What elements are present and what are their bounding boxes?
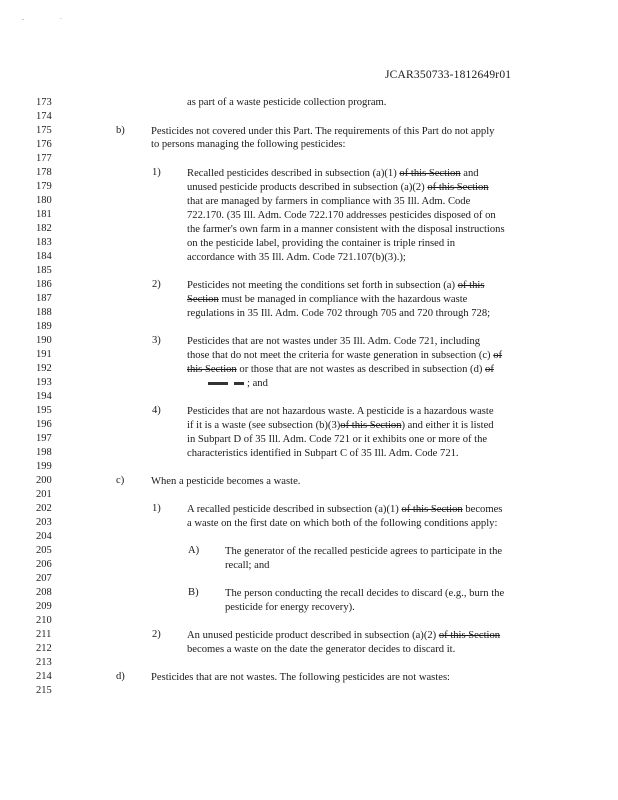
text-line: The person conducting the recall decides to discard (e.g., burn the bbox=[225, 588, 505, 599]
scan-smudge bbox=[234, 382, 244, 385]
struck-text: of this Section bbox=[340, 420, 402, 431]
line-number: 199 bbox=[36, 461, 52, 472]
label-b2: 2) bbox=[152, 279, 161, 290]
text-span: or those that are not wastes as described in subsection (d) bbox=[239, 364, 483, 375]
line-number: 205 bbox=[36, 545, 52, 556]
text-line: as part of a waste pesticide collection program. bbox=[187, 97, 387, 108]
text-line: Pesticides that are not wastes. The following pesticides are not wastes: bbox=[151, 672, 451, 683]
struck-text: of this Section bbox=[399, 168, 461, 179]
text-line: to persons managing the following pesticides: bbox=[151, 139, 346, 150]
line-number: 191 bbox=[36, 349, 52, 360]
text-span: those that do not meet the criteria for waste generation in subsection (c) bbox=[187, 350, 491, 361]
text-span: and bbox=[463, 168, 479, 179]
struck-text: of this bbox=[457, 280, 485, 291]
line-number: 207 bbox=[36, 573, 52, 584]
struck-text: of this Section bbox=[438, 630, 501, 641]
label-c1b: B) bbox=[188, 587, 199, 598]
line-number: 202 bbox=[36, 503, 52, 514]
line-number: 213 bbox=[36, 657, 52, 668]
line-number: 184 bbox=[36, 251, 52, 262]
line-number: 177 bbox=[36, 153, 52, 164]
text-line: the farmer's own farm in a manner consistent with the disposal instructions bbox=[187, 224, 505, 235]
line-number: 212 bbox=[36, 643, 52, 654]
label-c1: 1) bbox=[152, 503, 161, 514]
line-number: 194 bbox=[36, 391, 52, 402]
label-d: d) bbox=[116, 671, 125, 682]
text-span: ) and either it is listed bbox=[401, 420, 494, 431]
scan-mark: - bbox=[22, 16, 25, 23]
line-number: 174 bbox=[36, 111, 52, 122]
text-line: regulations in 35 Ill. Adm. Code 702 through 705 and 720 through 728; bbox=[187, 308, 491, 319]
text-span: ; and bbox=[247, 378, 268, 389]
document-id: JCAR350733-1812649r01 bbox=[385, 69, 512, 81]
line-number: 183 bbox=[36, 237, 52, 248]
text-span: becomes bbox=[465, 504, 503, 515]
text-line: in Subpart D of 35 Ill. Adm. Code 721 or it exhibits one or more of the bbox=[187, 434, 488, 445]
text-span: An unused pesticide product described in subsection (a)(2) bbox=[187, 630, 437, 641]
line-number: 200 bbox=[36, 475, 52, 486]
line-number: 190 bbox=[36, 335, 52, 346]
line-number: 173 bbox=[36, 97, 52, 108]
line-number: 198 bbox=[36, 447, 52, 458]
text-line: When a pesticide becomes a waste. bbox=[151, 476, 301, 487]
line-number: 214 bbox=[36, 671, 52, 682]
text-span: unused pesticide products described in subsection (a)(2) bbox=[187, 182, 425, 193]
struck-text: Section bbox=[187, 294, 219, 305]
scan-mark: · bbox=[60, 16, 62, 23]
line-number: 206 bbox=[36, 559, 52, 570]
line-number: 192 bbox=[36, 363, 52, 374]
text-line bbox=[187, 629, 500, 642]
struck-text: of bbox=[493, 350, 503, 361]
text-line bbox=[187, 503, 502, 516]
line-number: 211 bbox=[36, 629, 52, 640]
text-line: that are managed by farmers in compliance with 35 Ill. Adm. Code bbox=[187, 196, 471, 207]
text-line: Pesticides not covered under this Part. The requirements of this Part do not apply bbox=[151, 126, 495, 137]
text-line bbox=[187, 293, 467, 306]
line-number: 196 bbox=[36, 419, 52, 430]
line-number: 178 bbox=[36, 167, 52, 178]
label-b1: 1) bbox=[152, 167, 161, 178]
text-line bbox=[187, 181, 489, 194]
scan-smudge bbox=[208, 382, 228, 385]
line-number: 186 bbox=[36, 279, 52, 290]
text-line: accordance with 35 Ill. Adm. Code 721.107(b)(3).); bbox=[187, 252, 406, 263]
text-line: Pesticides that are not hazardous waste. A pesticide is a hazardous waste bbox=[187, 406, 494, 417]
text-line: characteristics identified in Subpart C of 35 Ill. Adm. Code 721. bbox=[187, 448, 459, 459]
label-c2: 2) bbox=[152, 629, 161, 640]
text-span: if it is a waste (see subsection (b)(3) bbox=[187, 420, 341, 431]
line-number: 203 bbox=[36, 517, 52, 528]
text-span: A recalled pesticide described in subsection (a)(1) bbox=[187, 504, 399, 515]
line-number: 209 bbox=[36, 601, 52, 612]
struck-text: of this Section bbox=[427, 182, 489, 193]
label-b: b) bbox=[116, 125, 125, 136]
line-number: 176 bbox=[36, 139, 52, 150]
line-number: 208 bbox=[36, 587, 52, 598]
text-line bbox=[187, 279, 484, 292]
struck-text: this Section bbox=[187, 364, 237, 375]
label-c1a: A) bbox=[188, 545, 200, 556]
text-line bbox=[187, 363, 494, 376]
line-number: 193 bbox=[36, 377, 52, 388]
line-number: 179 bbox=[36, 181, 52, 192]
text-line bbox=[187, 167, 479, 180]
line-number: 185 bbox=[36, 265, 52, 276]
label-c: c) bbox=[116, 475, 125, 486]
text-span: Recalled pesticides described in subsection (a)(1) bbox=[187, 168, 397, 179]
line-number: 197 bbox=[36, 433, 52, 444]
text-line: becomes a waste on the date the generator decides to discard it. bbox=[187, 644, 456, 655]
text-span: Pesticides not meeting the conditions set forth in subsection (a) bbox=[187, 280, 456, 291]
text-line: pesticide for energy recovery). bbox=[225, 602, 355, 613]
text-span: must be managed in compliance with the hazardous waste bbox=[221, 294, 468, 305]
line-number: 195 bbox=[36, 405, 52, 416]
label-b3: 3) bbox=[152, 335, 161, 346]
line-number: 204 bbox=[36, 531, 52, 542]
line-number: 182 bbox=[36, 223, 52, 234]
line-number: 188 bbox=[36, 307, 52, 318]
line-number: 187 bbox=[36, 293, 52, 304]
line-number: 181 bbox=[36, 209, 52, 220]
text-line: recall; and bbox=[225, 560, 270, 571]
text-line: Pesticides that are not wastes under 35 Ill. Adm. Code 721, including bbox=[187, 336, 481, 347]
line-number: 189 bbox=[36, 321, 52, 332]
label-b4: 4) bbox=[152, 405, 161, 416]
line-number: 215 bbox=[36, 685, 52, 696]
struck-text: of this Section bbox=[401, 504, 463, 515]
text-line bbox=[187, 419, 494, 432]
line-number: 180 bbox=[36, 195, 52, 206]
text-line: The generator of the recalled pesticide agrees to participate in the bbox=[225, 546, 503, 557]
text-line bbox=[187, 349, 502, 362]
text-line: on the pesticide label, providing the container is triple rinsed in bbox=[187, 238, 456, 249]
text-line: a waste on the first date on which both of the following conditions apply: bbox=[187, 518, 498, 529]
line-number: 201 bbox=[36, 489, 52, 500]
text-line bbox=[205, 377, 268, 390]
struck-text: of bbox=[485, 364, 494, 375]
line-number: 210 bbox=[36, 615, 52, 626]
text-line: 722.170. (35 Ill. Adm. Code 722.170 addresses pesticides disposed of on bbox=[187, 210, 496, 221]
line-number: 175 bbox=[36, 125, 52, 136]
